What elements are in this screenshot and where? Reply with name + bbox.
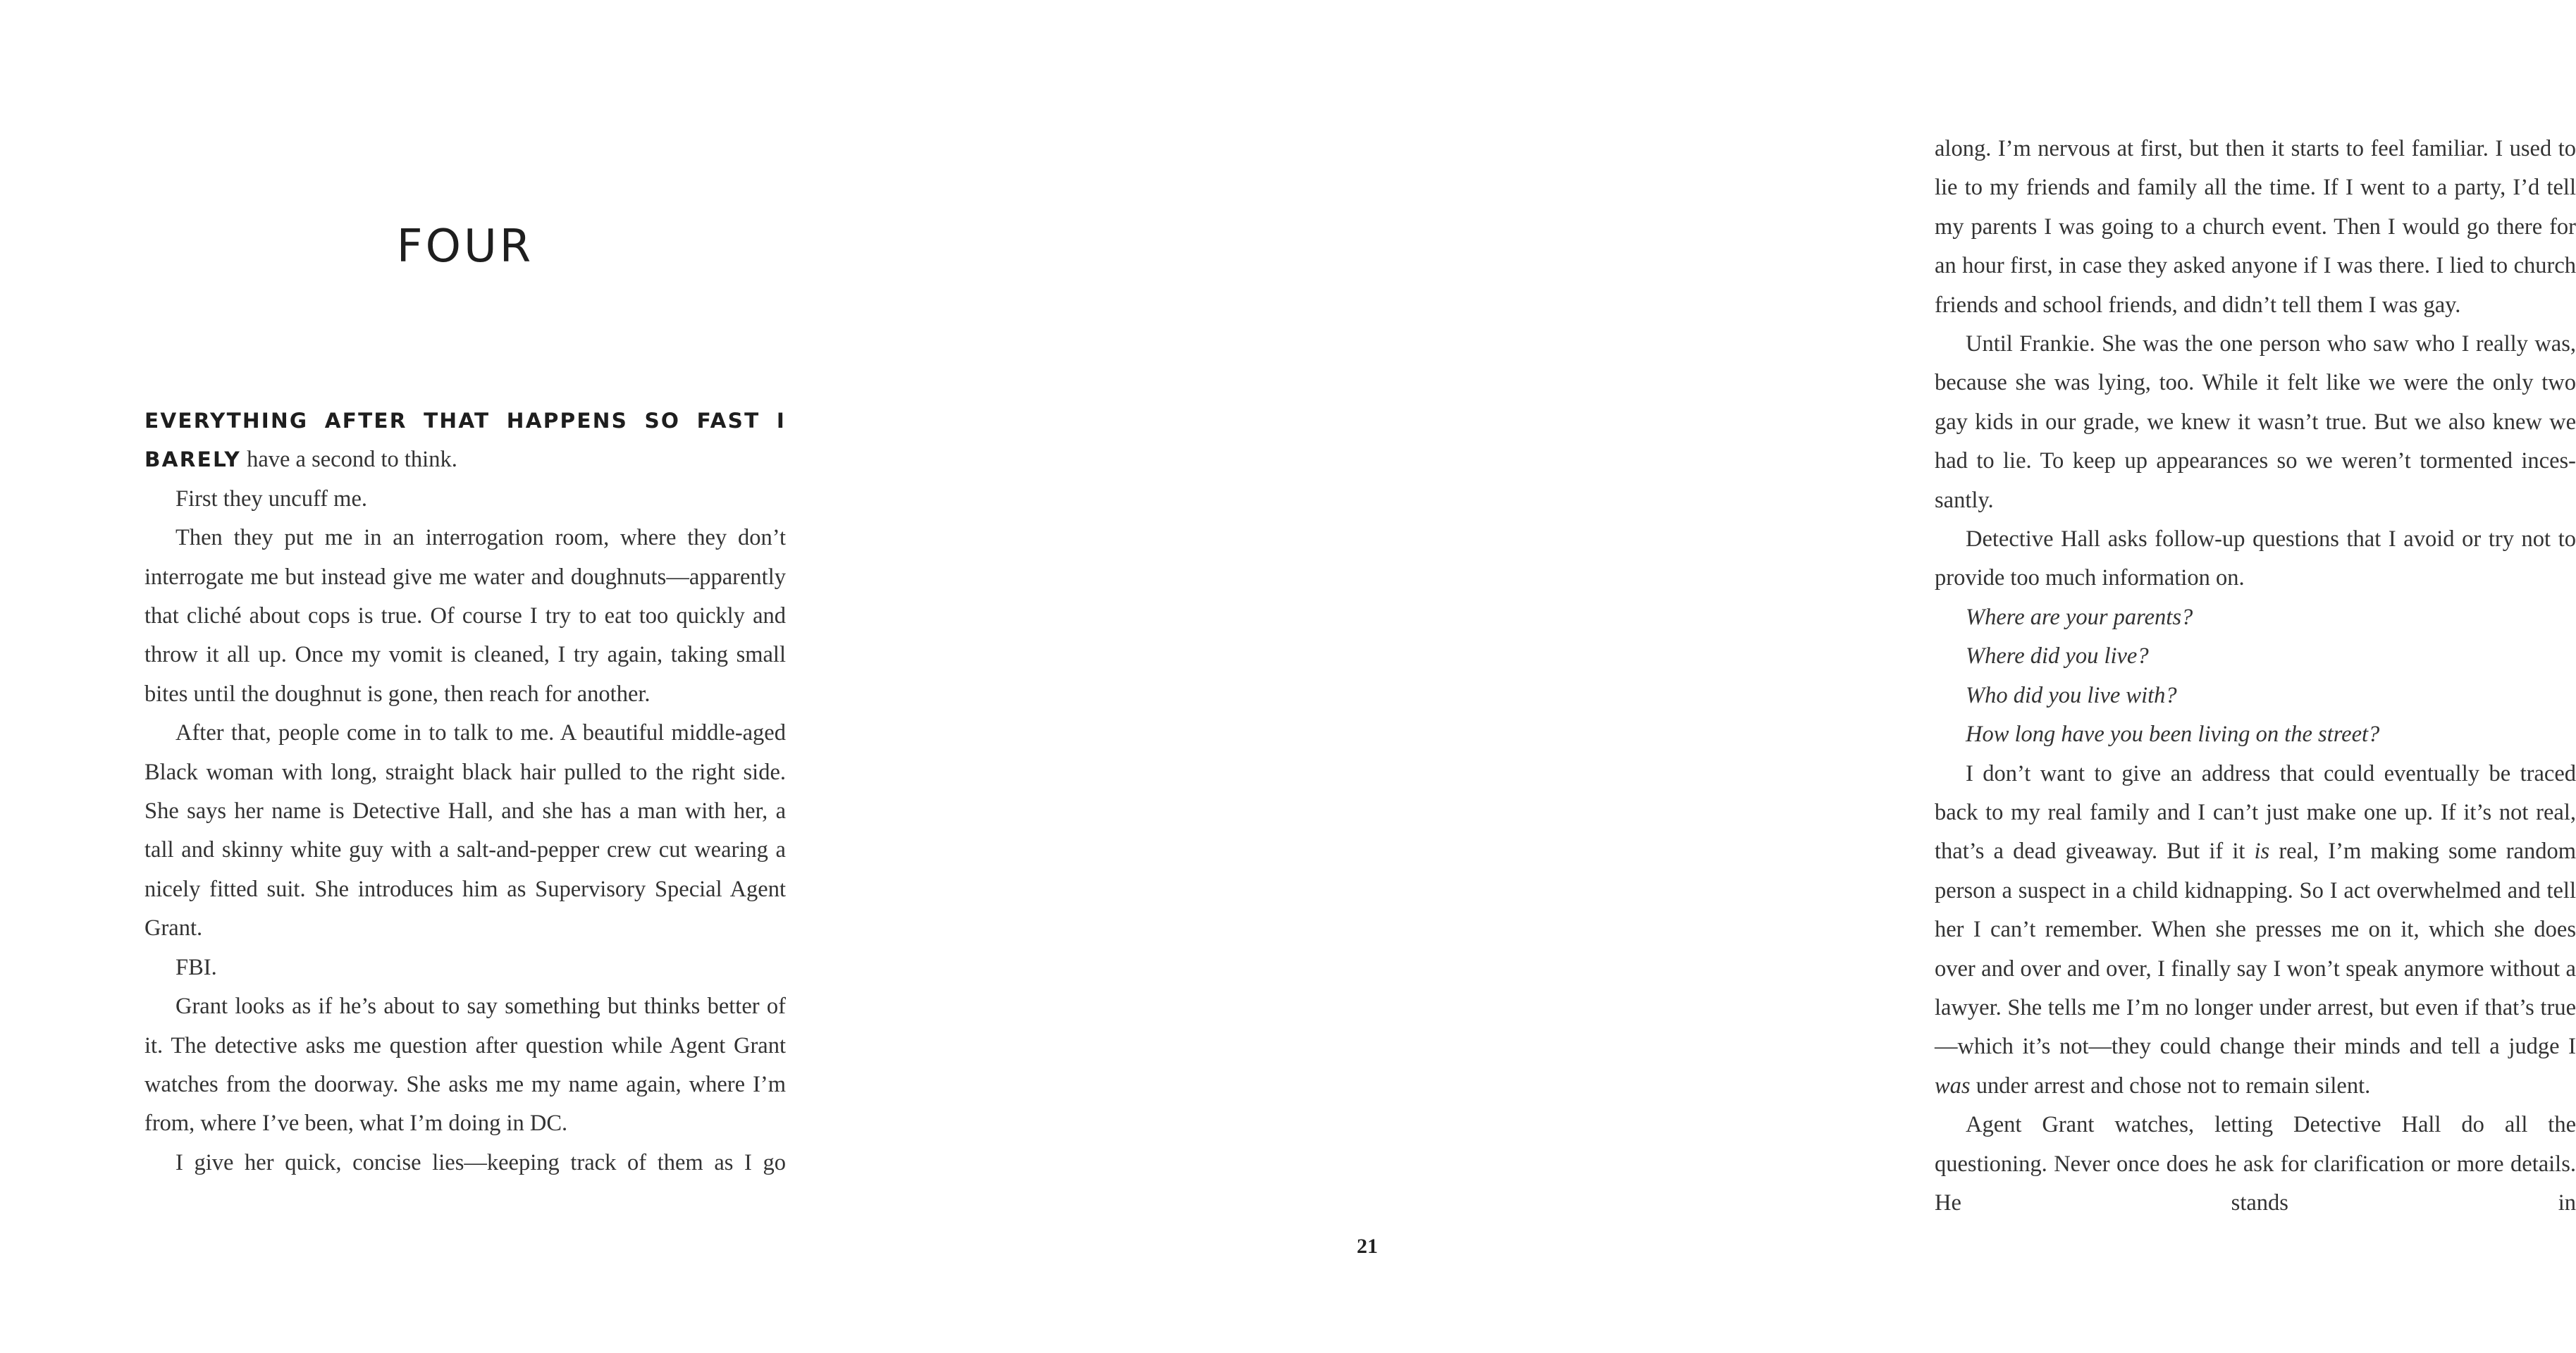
question-line: Who did you live with?: [1966, 682, 2177, 708]
paragraph: First they uncuff me.: [175, 486, 367, 512]
paragraph-text: real, I’m making some random person a suspect in a child kidnapping. So I act overwhelmed and tell her I can’t remember. When she presses me on it, which she does over and over and over, I finally say I won’t speak anymore without a lawyer. She tells me I’m no longer under arrest, but even if that’s true—which it’s not—they could change their minds and tell a judge I: [1935, 839, 2576, 1060]
right-page: [902, 0, 2576, 1353]
left-page-text: [144, 402, 786, 1182]
page-number: 21: [1357, 1235, 1378, 1258]
paragraph-text: I don’t want to give an address that could eventually be traced back to my real family and I can’t just make one up. If it’s not real, that’s a dead giveaway. But if it: [1935, 760, 2576, 865]
right-page-text: [1935, 130, 2576, 1223]
opening-paragraph: [144, 402, 786, 480]
lead-in-small-caps: EVERYTHING AFTER THAT HAPPENS SO FAST I BARELY: [144, 409, 786, 472]
paragraph: Detective Hall asks follow-up questions that I avoid or try not to provide too much information on.: [1935, 526, 2576, 591]
paragraph: Grant looks as if he’s about to say something but thinks better of it. The detective asks me question after question while Agent Grant watches from the doorway. She asks me my name again, where I’m from, where I’ve been, what I’m doing in DC.: [144, 994, 786, 1137]
paragraph: FBI.: [175, 954, 217, 980]
paragraph: [1935, 755, 2576, 1106]
question-line: How long have you been living on the street?: [1966, 722, 2380, 748]
paragraph: Agent Grant watches, letting Detective Hall do all the questioning. Never once does he ask for clarification or more details. He stands in: [1935, 1112, 2576, 1216]
question-line: Where did you live?: [1966, 643, 2149, 669]
paragraph: Then they put me in an interrogation room, where they don’t interrogate me but instead give me water and doughnuts—apparently that cliché about cops is true. Of course I try to eat too quickly and throw it all up. Once my vomit is cleaned, I try again, taking small bites until the doughnut is gone, then reach for another.: [144, 525, 786, 707]
emphasis: was: [1935, 1073, 1971, 1099]
paragraph: After that, people come in to talk to me. A beautiful middle-aged Black woman with long, straight black hair pulled to the right side. She says her name is Detective Hall, and she has a man with her, a tall and skinny white guy with a salt-and-pepper crew cut wearing a nicely fitted suit. She introduces him as Supervisory Special Agent Grant.: [144, 720, 786, 941]
question-line: Where are your parents?: [1966, 604, 2193, 630]
paragraph-text: under arrest and chose not to remain silent.: [1970, 1073, 2371, 1099]
paragraph: along. I’m nervous at first, but then it starts to feel familiar. I used to lie to my friends and family all the time. If I went to a party, I’d tell my parents I was going to a church event. Then I would go there for an hour first, in case they asked anyone if I was there. I lied to church friends and school friends, and didn’t tell them I was gay.: [1935, 136, 2576, 318]
paragraph: Until Frankie. She was the one person who saw who I really was, because she was lying, too. While it felt like we were the only two gay kids in our grade, we knew it wasn’t true. But we also knew we had to lie. To keep up appearances so we weren’t tormented incessantly.: [1935, 331, 2576, 513]
left-page: [0, 0, 902, 1353]
chapter-title: FOUR: [396, 221, 534, 273]
opening-paragraph-rest: have a second to think.: [240, 447, 457, 473]
emphasis: is: [2254, 839, 2270, 865]
paragraph: I give her quick, concise lies—keeping track of them as I go: [175, 1149, 786, 1175]
